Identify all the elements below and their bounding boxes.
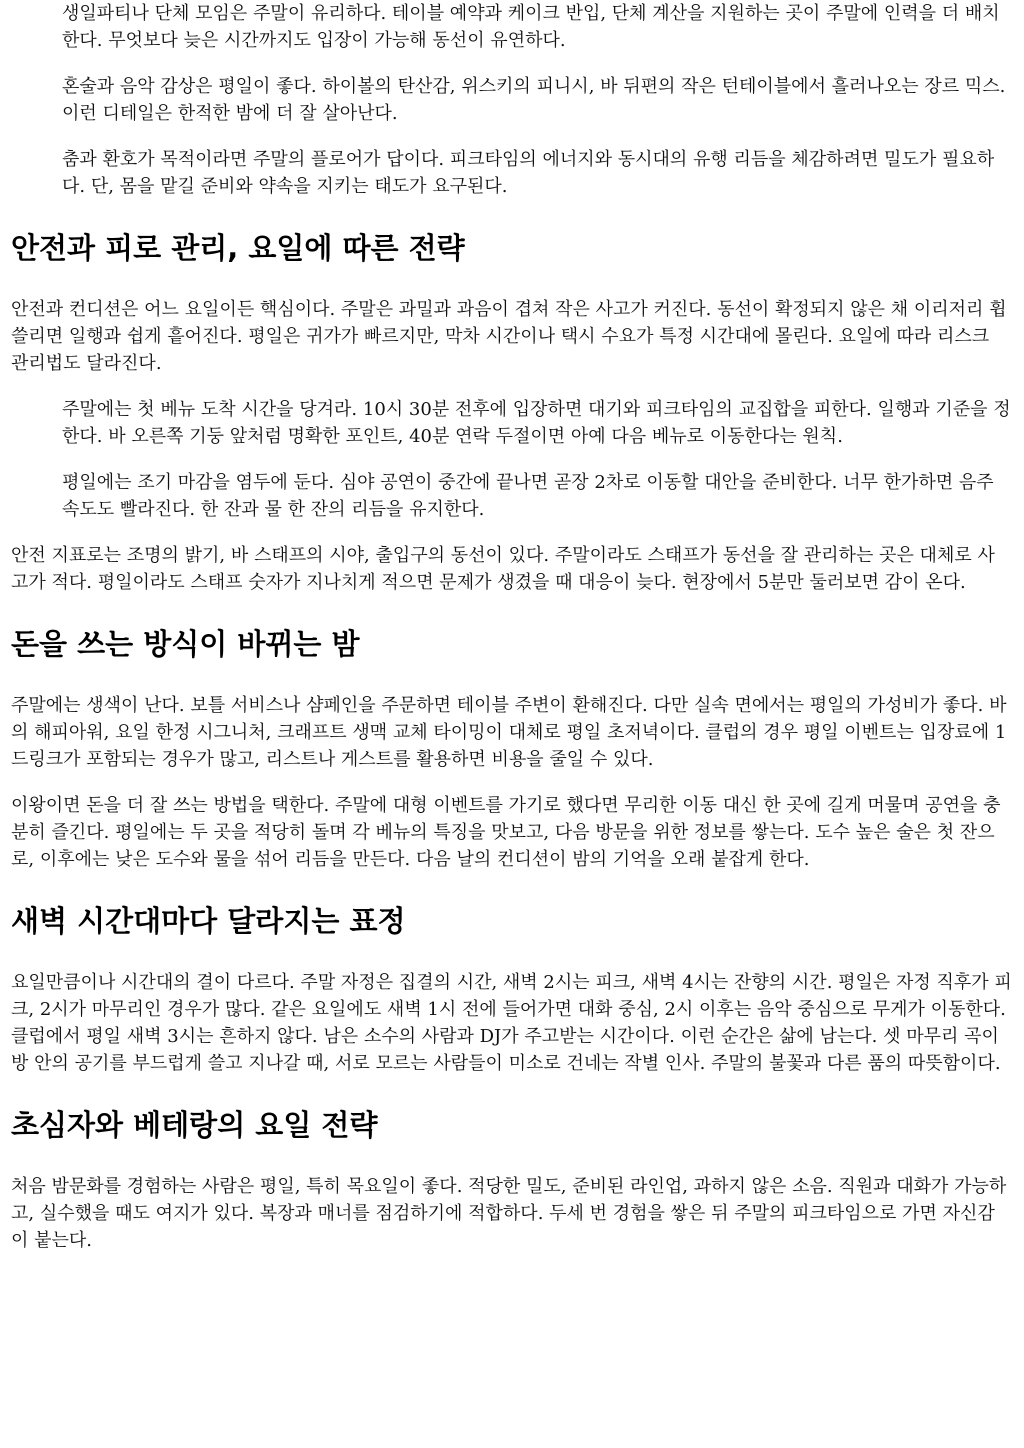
quote-paragraph: 평일에는 조기 마감을 염두에 둔다. 심야 공연이 중간에 끝나면 곧장 2차로 이동할 대안을 준비한다. 너무 한가하면 음주 속도도 빨라진다. 한 잔과 물 한 잔의 리듬을 유지한다. bbox=[62, 472, 994, 520]
quote-paragraph: 생일파티나 단체 모임은 주말이 유리하다. 테이블 예약과 케이크 반입, 단체 계산을 지원하는 곳이 주말에 인력을 더 배치한다. 무엇보다 늦은 시간까지도 입장이 가능해 동선이 유연하다. bbox=[62, 3, 1000, 51]
quote-paragraph: 주말에는 첫 베뉴 도착 시간을 당겨라. 10시 30분 전후에 입장하면 대기와 피크타임의 교집합을 피한다. 일행과 기준을 정한다. 바 오른쪽 기둥 앞처럼 명확한 포인트, 40분 연락 두절이면 아예 다음 베뉴로 이동한다는 원칙. bbox=[62, 399, 1011, 447]
section-heading: 새벽 시간대마다 달라지는 표정 bbox=[11, 904, 406, 938]
body-paragraph: 안전 지표로는 조명의 밝기, 바 스태프의 시야, 출입구의 동선이 있다. 주말이라도 스태프가 동선을 잘 관리하는 곳은 대체로 사고가 적다. 평일이라도 스태프 숫자가 지나치게 적으면 문제가 생겼을 때 대응이 늦다. 현장에서 5분만 둘러보면 감이 온다. bbox=[11, 545, 995, 593]
body-paragraph: 안전과 컨디션은 어느 요일이든 핵심이다. 주말은 과밀과 과음이 겹쳐 작은 사고가 커진다. 동선이 확정되지 않은 채 이리저리 휩쓸리면 일행과 쉽게 흩어진다. 평일은 귀가가 빠르지만, 막차 시간이나 택시 수요가 특정 시간대에 몰린다. 요일에 따라 리스크 관리법도 달라진다. bbox=[11, 299, 1007, 374]
section-heading: 안전과 피로 관리, 요일에 따른 전략 bbox=[11, 231, 465, 265]
quote-paragraph: 혼술과 음악 감상은 평일이 좋다. 하이볼의 탄산감, 위스키의 피니시, 바 뒤편의 작은 턴테이블에서 흘러나오는 장르 믹스. 이런 디테일은 한적한 밤에 더 잘 살아난다. bbox=[62, 76, 1006, 124]
body-paragraph: 처음 밤문화를 경험하는 사람은 평일, 특히 목요일이 좋다. 적당한 밀도, 준비된 라인업, 과하지 않은 소음. 직원과 대화가 가능하고, 실수했을 때도 여지가 있다. 복장과 매너를 점검하기에 적합하다. 두세 번 경험을 쌓은 뒤 주말의 피크타임으로 가면 자신감이 붙는다. bbox=[11, 1176, 1007, 1251]
blockquote-group bbox=[11, 0, 1012, 200]
body-paragraph: 주말에는 생색이 난다. 보틀 서비스나 샴페인을 주문하면 테이블 주변이 환해진다. 다만 실속 면에서는 평일의 가성비가 좋다. 바의 해피아워, 요일 한정 시그니처, 크래프트 생맥 교체 타이밍이 대체로 평일 초저녁이다. 클럽의 경우 평일 이벤트는 입장료에 1드링크가 포함되는 경우가 많고, 리스트나 게스트를 활용하면 비용을 줄일 수 있다. bbox=[11, 695, 1007, 770]
quote-paragraph: 춤과 환호가 목적이라면 주말의 플로어가 답이다. 피크타임의 에너지와 동시대의 유행 리듬을 체감하려면 밀도가 필요하다. 단, 몸을 맡길 준비와 약속을 지키는 태도가 요구된다. bbox=[62, 149, 995, 197]
blockquote-group bbox=[11, 396, 1012, 523]
section-heading: 돈을 쓰는 방식이 바뀌는 밤 bbox=[11, 627, 360, 661]
body-paragraph: 요일만큼이나 시간대의 결이 다르다. 주말 자정은 집결의 시간, 새벽 2시는 피크, 새벽 4시는 잔향의 시간. 평일은 자정 직후가 피크, 2시가 마무리인 경우가 많다. 같은 요일에도 새벽 1시 전에 들어가면 대화 중심, 2시 이후는 음악 중심으로 무게가 이동한다. 클럽에서 평일 새벽 3시는 흔하지 않다. 남은 소수의 사람과 DJ가 주고받는 시간이다. 이런 순간은 삶에 남는다. 셋 마무리 곡이 방 안의 공기를 부드럽게 쓸고 지나갈 때, 서로 모르는 사람들이 미소로 건네는 작별 인사. 주말의 불꽃과 다른 품의 따뜻함이다. bbox=[11, 972, 1012, 1074]
body-paragraph: 이왕이면 돈을 더 잘 쓰는 방법을 택한다. 주말에 대형 이벤트를 가기로 했다면 무리한 이동 대신 한 곳에 길게 머물며 공연을 충분히 즐긴다. 평일에는 두 곳을 적당히 돌며 각 베뉴의 특징을 맛보고, 다음 방문을 위한 정보를 쌓는다. 도수 높은 술은 첫 잔으로, 이후에는 낮은 도수와 물을 섞어 리듬을 만든다. 다음 날의 컨디션이 밤의 기억을 오래 붙잡게 한다. bbox=[11, 795, 1001, 870]
section-heading: 초심자와 베테랑의 요일 전략 bbox=[11, 1108, 378, 1142]
